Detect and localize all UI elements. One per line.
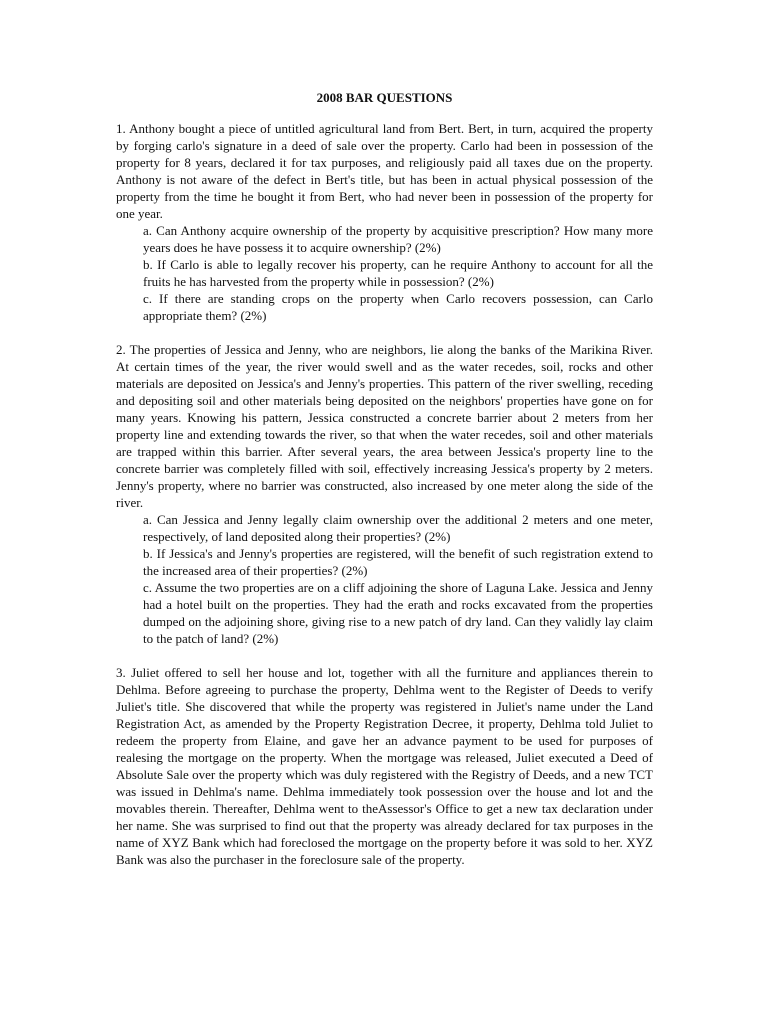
sub-question: a. Can Jessica and Jenny legally claim ownership over the additional 2 meters and one meter, respectively, of land deposited along their properties? (2%) <box>143 512 653 544</box>
question-text: 1. Anthony bought a piece of untitled agricultural land from Bert. Bert, in turn, acquired the property by forging carlo's signature in a deed of sale over the property. Carlo had been in possession of the property for 8 years, declared it for tax purposes, and religiously paid all taxes due on the property. Anthony is not aware of the defect in Bert's title, but has been in actual physical possession of the property from the time he bought it from Bert, who had never been in possession of the property for one year. <box>116 121 653 221</box>
sub-question: b. If Carlo is able to legally recover his property, can he require Anthony to account for all the fruits he has harvested from the property while in possession? (2%) <box>143 257 653 289</box>
sub-question: a. Can Anthony acquire ownership of the property by acquisitive prescription? How many more years does he have possess it to acquire ownership? (2%) <box>143 223 653 255</box>
question-3 <box>116 664 653 868</box>
sub-question: c. If there are standing crops on the property when Carlo recovers possession, can Carlo appropriate them? (2%) <box>143 291 653 323</box>
question-text: 3. Juliet offered to sell her house and lot, together with all the furniture and appliances therein to Dehlma. Before agreeing to purchase the property, Dehlma went to the Register of Deeds to verify Juliet's title. She discovered that while the property was registered in Juliet's name under the Land Registration Act, as amended by the Property Registration Decree, it property, Dehlma told Juliet to redeem the property from Elaine, and gave her an advance payment to be used for purposes of realesing the mortgage on the property. When the mortgage was released, Juliet executed a Deed of Absolute Sale over the property which was duly registered with the Registry of Deeds, and a new TCT was issued in Dehlma's name. Dehlma immediately took possession over the house and lot and the movables therein. Thereafter, Dehlma went to theAssessor's Office to get a new tax declaration under her name. She was surprised to find out that the property was already declared for tax purposes in the name of XYZ Bank which had foreclosed the mortgage on the property before it was sold to her. XYZ Bank was also the purchaser in the foreclosure sale of the property. <box>116 665 653 867</box>
page-title: 2008 BAR QUESTIONS <box>316 90 453 105</box>
sub-question-list <box>116 222 653 324</box>
sub-question: c. Assume the two properties are on a cliff adjoining the shore of Laguna Lake. Jessica and Jenny had a hotel built on the properties. They had the erath and rocks excavated from the properties dumped on the adjoining shore, giving rise to a new patch of dry land. Can they validly lay claim to the patch of land? (2%) <box>143 580 653 646</box>
sub-question: b. If Jessica's and Jenny's properties are registered, will the benefit of such registration extend to the increased area of their properties? (2%) <box>143 546 653 578</box>
question-text: 2. The properties of Jessica and Jenny, who are neighbors, lie along the banks of the Marikina River. At certain times of the year, the river would swell and as the water recedes, soil, rocks and other materials are deposited on Jessica's and Jenny's properties. This pattern of the river swelling, receding and depositing soil and other materials being deposited on the neighbors' properties have gone on for many years. Knowing his pattern, Jessica constructed a concrete barrier about 2 meters from her property line and extending towards the river, so that when the water recedes, soil and other materials are trapped within this barrier. After several years, the area between Jessica's property line to the concrete barrier was completely filled with soil, effectively increasing Jessica's property by 2 meters. Jenny's property, where no barrier was constructed, also increased by one meter along the side of the river. <box>116 342 653 510</box>
question-2 <box>116 341 653 647</box>
question-1 <box>116 120 653 324</box>
sub-question-list <box>116 511 653 647</box>
